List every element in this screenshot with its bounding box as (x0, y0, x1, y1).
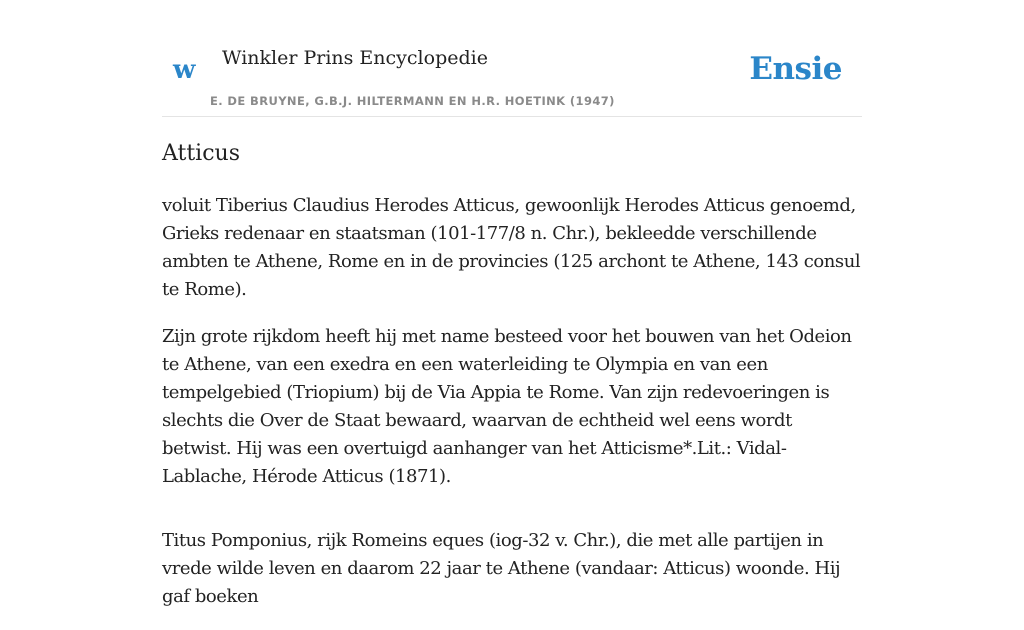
article-paragraph: Zijn grote rijkdom heeft hij met name besteed voor het bouwen van het Odeion te Athene, van een exedra en een waterleiding te Olympia en van een tempelgebied (Triopium) bij de Via Appia te Rome. Van zijn redevoeringen is slechts die Over de Staat bewaard, waarvan de echtheid wel eens wordt betwist. Hij was een overtuigd aanhanger van het Atticisme*.Lit.: Vidal-Lablache, Hérode Atticus (1871). (162, 326, 852, 487)
article-paragraph: Titus Pomponius, rijk Romeins eques (iog-32 v. Chr.), die met alle partijen in vrede wilde leven en daarom 22 jaar te Athene (vandaar: Atticus) woonde. Hij gaf boeken (162, 530, 841, 607)
header (162, 0, 862, 117)
brand-logo-link[interactable]: Ensie (749, 51, 842, 87)
source-title[interactable]: Winkler Prins Encyclopedie (222, 47, 488, 69)
article-title: Atticus (162, 141, 240, 166)
publication-logo-icon[interactable]: w (173, 55, 196, 85)
article-body (162, 192, 862, 630)
source-authors: E. DE BRUYNE, G.B.J. HILTERMANN EN H.R. HOETINK (1947) (210, 94, 615, 108)
article-paragraph: voluit Tiberius Claudius Herodes Atticus, gewoonlijk Herodes Atticus genoemd, Grieks redenaar en staatsman (101-177/8 n. Chr.), bekleedde verschillende ambten te Athene, Rome en in de provincies (125 archont te Athene, 143 consul te Rome). (162, 195, 861, 300)
